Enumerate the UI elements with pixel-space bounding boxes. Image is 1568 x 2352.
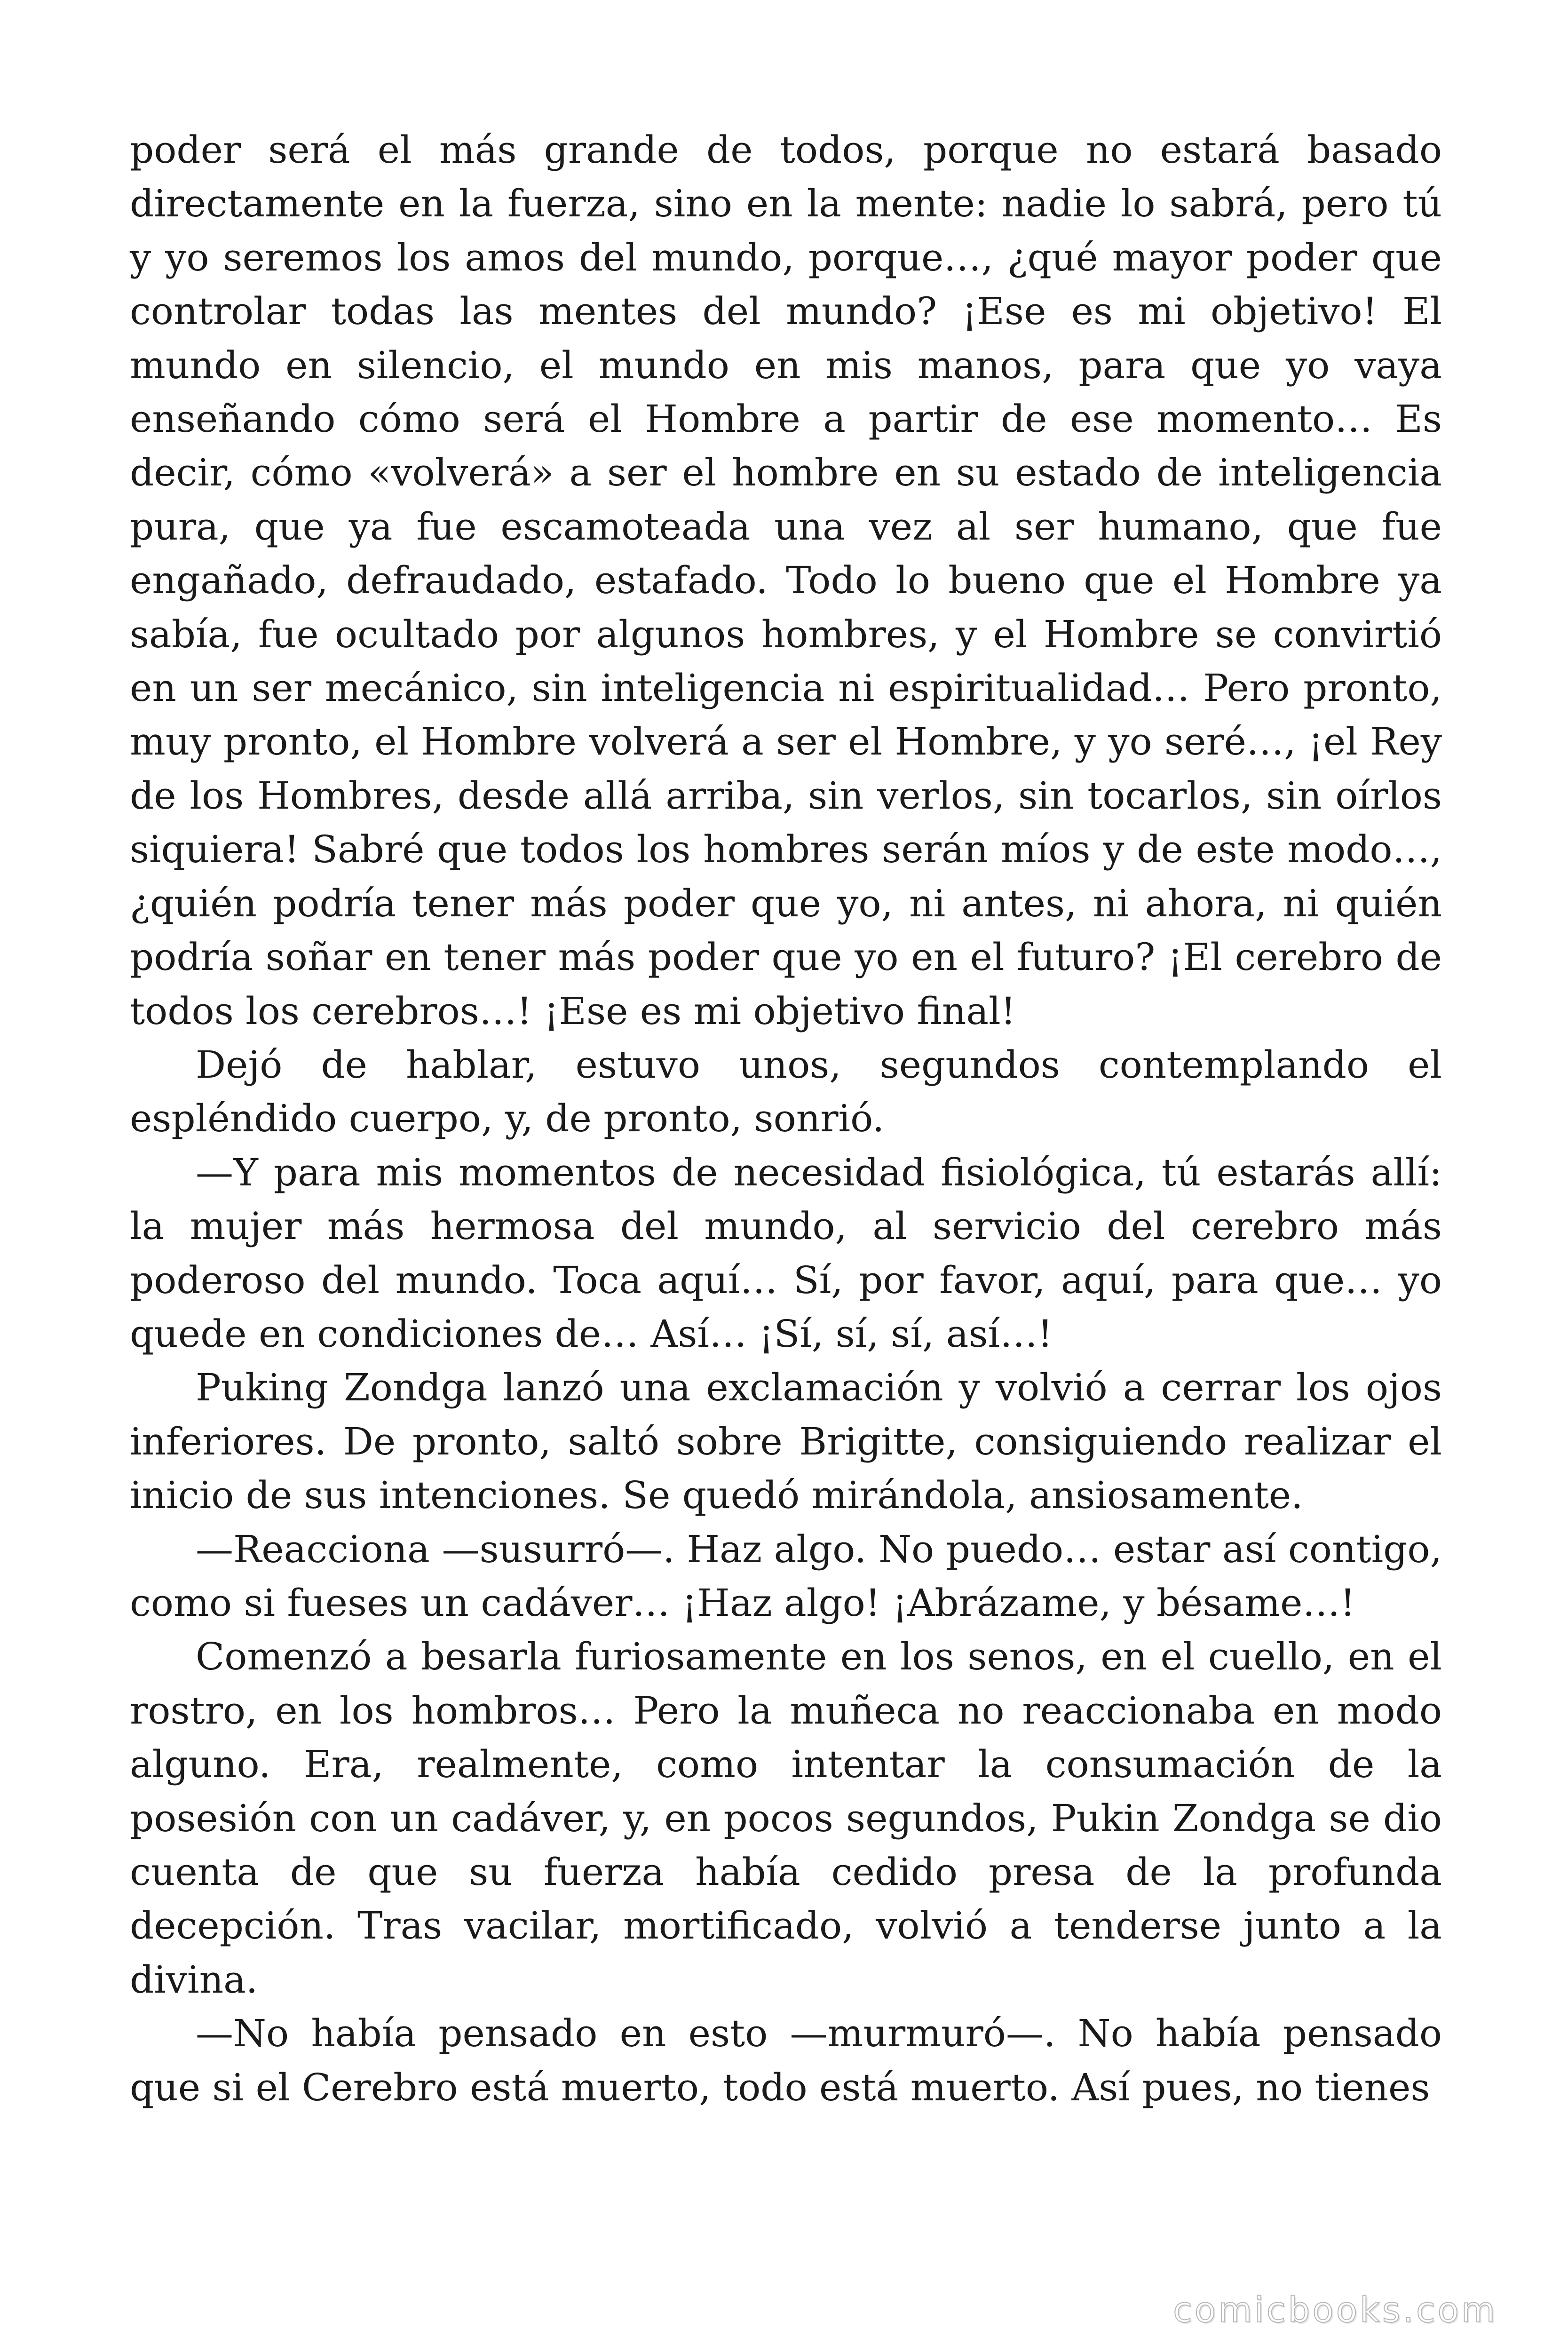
paragraph-continuation: poder será el más grande de todos, porque no estará basado directamente en la fuerza, sino en la mente: nadie lo sabrá, pero tú y yo seremos los amos del mundo, porque…, ¿qué mayor poder que controlar todas las mentes del mundo? ¡Ese es mi objetivo! El mundo en silencio, el mundo en mis manos, para que yo vaya enseñando cómo será el Hombre a partir de ese momento… Es decir, cómo «volverá» a ser el hombre en su estado de inteligencia pura, que ya fue escamoteada una vez al ser humano, que fue engañado, defraudado, estafado. Todo lo bueno que el Hombre ya sabía, fue ocultado por algunos hombres, y el Hombre se convirtió en un ser mecánico, sin inteligencia ni espiritualidad… Pero pronto, muy pronto, el Hombre volverá a ser el Hombre, y yo seré…, ¡el Rey de los Hombres, desde allá arriba, sin verlos, sin tocarlos, sin oírlos siquiera! Sabré que todos los hombres serán míos y de este modo…, ¿quién podría tener más poder que yo, ni antes, ni ahora, ni quién podría soñar en tener más poder que yo en el futuro? ¡El cerebro de todos los cerebros…! ¡Ese es mi objetivo final! (130, 128, 1442, 1033)
paragraph-dialogue: —Reacciona —susurró—. Haz algo. No puedo… estar así contigo, como si fueses un cadáver… ¡Haz algo! ¡Abrázame, y bésame…! (130, 1527, 1442, 1625)
paragraph-dialogue: —No había pensado en esto —murmuró—. No había pensado que si el Cerebro está muerto, todo está muerto. Así pues, no tienes (130, 2011, 1442, 2109)
watermark: comicbooks.com (1173, 2290, 1497, 2330)
paragraph: Comenzó a besarla furiosamente en los senos, en el cuello, en el rostro, en los hombros… Pero la muñeca no reaccionaba en modo alguno. Era, realmente, como intentar la consumación de la posesión con un cadáver, y, en pocos segundos, Pukin Zondga se dio cuenta de que su fuerza había cedido presa de la profunda decepción. Tras vacilar, mortificado, volvió a tenderse junto a la divina. (130, 1635, 1442, 2002)
paragraph-dialogue: —Y para mis momentos de necesidad fisiológica, tú estarás allí: la mujer más hermosa del mundo, al servicio del cerebro más poderoso del mundo. Toca aquí… Sí, por favor, aquí, para que… yo quede en condiciones de… Así… ¡Sí, sí, sí, así…! (130, 1150, 1442, 1356)
page-body-text (130, 123, 1442, 2114)
paragraph: Dejó de hablar, estuvo unos, segundos contemplando el espléndido cuerpo, y, de pronto, sonrió. (130, 1042, 1442, 1141)
paragraph: Puking Zondga lanzó una exclamación y volvió a cerrar los ojos inferiores. De pronto, saltó sobre Brigitte, consiguiendo realizar el inicio de sus intenciones. Se quedó mirándola, ansiosamente. (130, 1366, 1442, 1518)
